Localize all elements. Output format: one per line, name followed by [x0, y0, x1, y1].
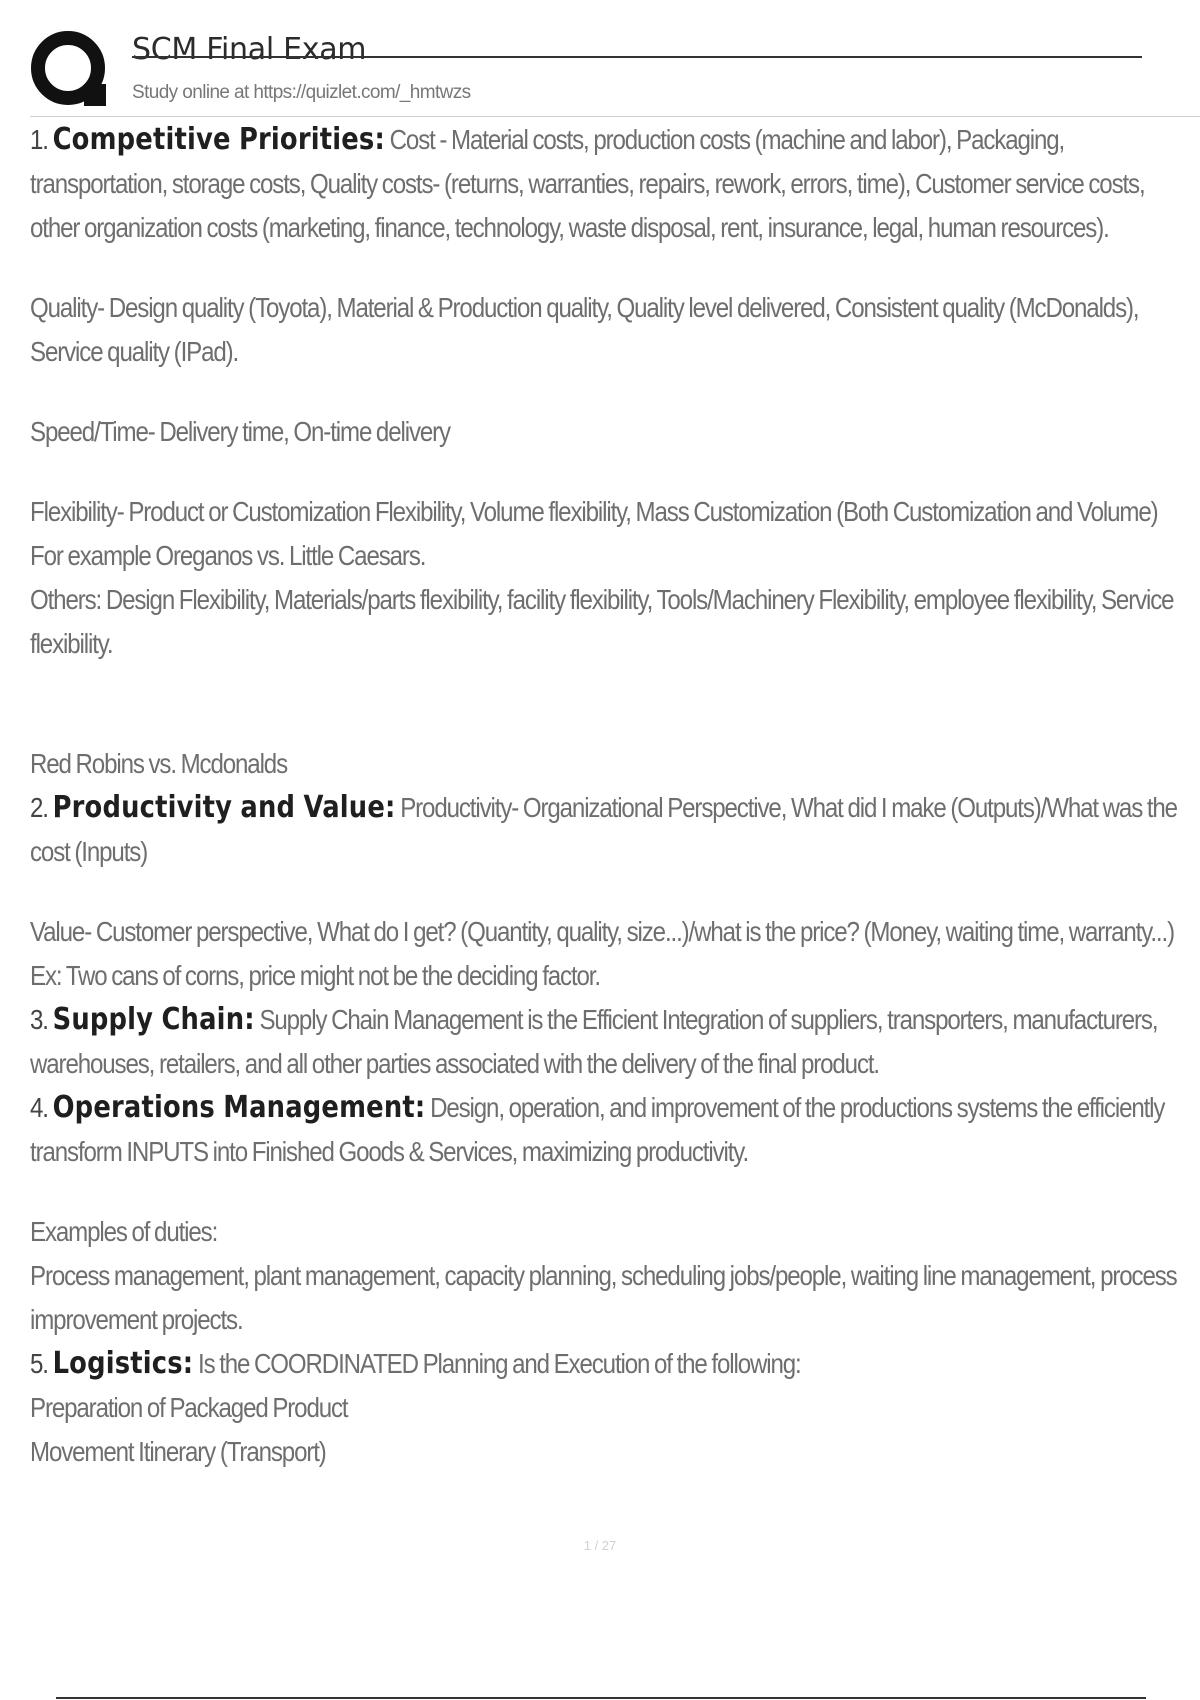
term-heading: Productivity and Value:	[52, 790, 396, 825]
header-divider	[30, 116, 1200, 117]
paragraph: Quality- Design quality (Toyota), Material & Production quality, Quality level delivered, Consistent quality (McDonalds), Service quality (IPad).	[30, 292, 1139, 367]
paragraph: Preparation of Packaged Product	[30, 1392, 348, 1423]
paragraph: Value- Customer perspective, What do I get? (Quantity, quality, size...)/what is the price? (Money, waiting time, warranty...)	[30, 916, 1174, 947]
paragraph: Red Robins vs. Mcdonalds	[30, 748, 288, 779]
section-5-definition	[30, 1342, 1195, 1386]
section-number: 4.	[30, 1092, 48, 1123]
paragraph: Flexibility- Product or Customization Flexibility, Volume flexibility, Mass Customization (Both Customization and Volume)	[30, 496, 1158, 527]
flashcard-content	[30, 118, 1195, 1474]
document-title: SCM Final Exam	[132, 32, 367, 67]
section-number: 1.	[30, 124, 48, 155]
term-heading: Competitive Priorities:	[52, 122, 385, 157]
paragraph: Process management, plant management, capacity planning, scheduling jobs/people, waiting line management, process improvement projects.	[30, 1260, 1177, 1335]
page-number: 1 / 27	[583, 1538, 617, 1553]
footer-rule	[56, 1697, 1146, 1699]
term-heading: Logistics:	[52, 1346, 194, 1381]
definition-text: Cost - Material costs, production costs (machine and labor), Packaging, transportation, storage costs, Quality costs- (returns, warranties, repairs, rework, errors, time), Customer service costs, other organization costs (marketing, finance, technology, waste disposal, rent, insurance, legal, human resources).	[30, 124, 1145, 243]
definition-text: Productivity- Organizational Perspective, What did I make (Outputs)/What was the cost (Inputs)	[30, 792, 1177, 867]
paragraph: For example Oreganos vs. Little Caesars.	[30, 540, 426, 571]
definition-text: Design, operation, and improvement of the productions systems the efficiently transform INPUTS into Finished Goods & Services, maximizing productivity.	[30, 1092, 1165, 1167]
paragraph: Others: Design Flexibility, Materials/parts flexibility, facility flexibility, Tools/Machinery Flexibility, employee flexibility, Service flexibility.	[30, 584, 1174, 659]
paragraph: Ex: Two cans of corns, price might not be the deciding factor.	[30, 960, 600, 991]
section-number: 2.	[30, 792, 48, 823]
section-2-definition	[30, 786, 1195, 874]
section-number: 3.	[30, 1004, 48, 1035]
paragraph: Speed/Time- Delivery time, On-time delivery	[30, 416, 450, 447]
paragraph: Movement Itinerary (Transport)	[30, 1436, 326, 1467]
title-rule	[132, 56, 1142, 58]
quizlet-logo	[30, 30, 112, 112]
definition-text: Is the COORDINATED Planning and Execution of the following:	[193, 1348, 801, 1379]
definition-text: Supply Chain Management is the Efficient Integration of suppliers, transporters, manufacturers, warehouses, retailers, and all other parties associated with the delivery of the final product.	[30, 1004, 1158, 1079]
paragraph: Examples of duties:	[30, 1216, 218, 1247]
section-number: 5.	[30, 1348, 48, 1379]
section-3-definition	[30, 998, 1195, 1086]
section-4-definition	[30, 1086, 1195, 1174]
section-1-definition	[30, 118, 1195, 250]
term-heading: Operations Management:	[52, 1090, 426, 1125]
term-heading: Supply Chain:	[52, 1002, 255, 1037]
study-link[interactable]: Study online at https://quizlet.com/_hmtwzs	[132, 82, 471, 103]
